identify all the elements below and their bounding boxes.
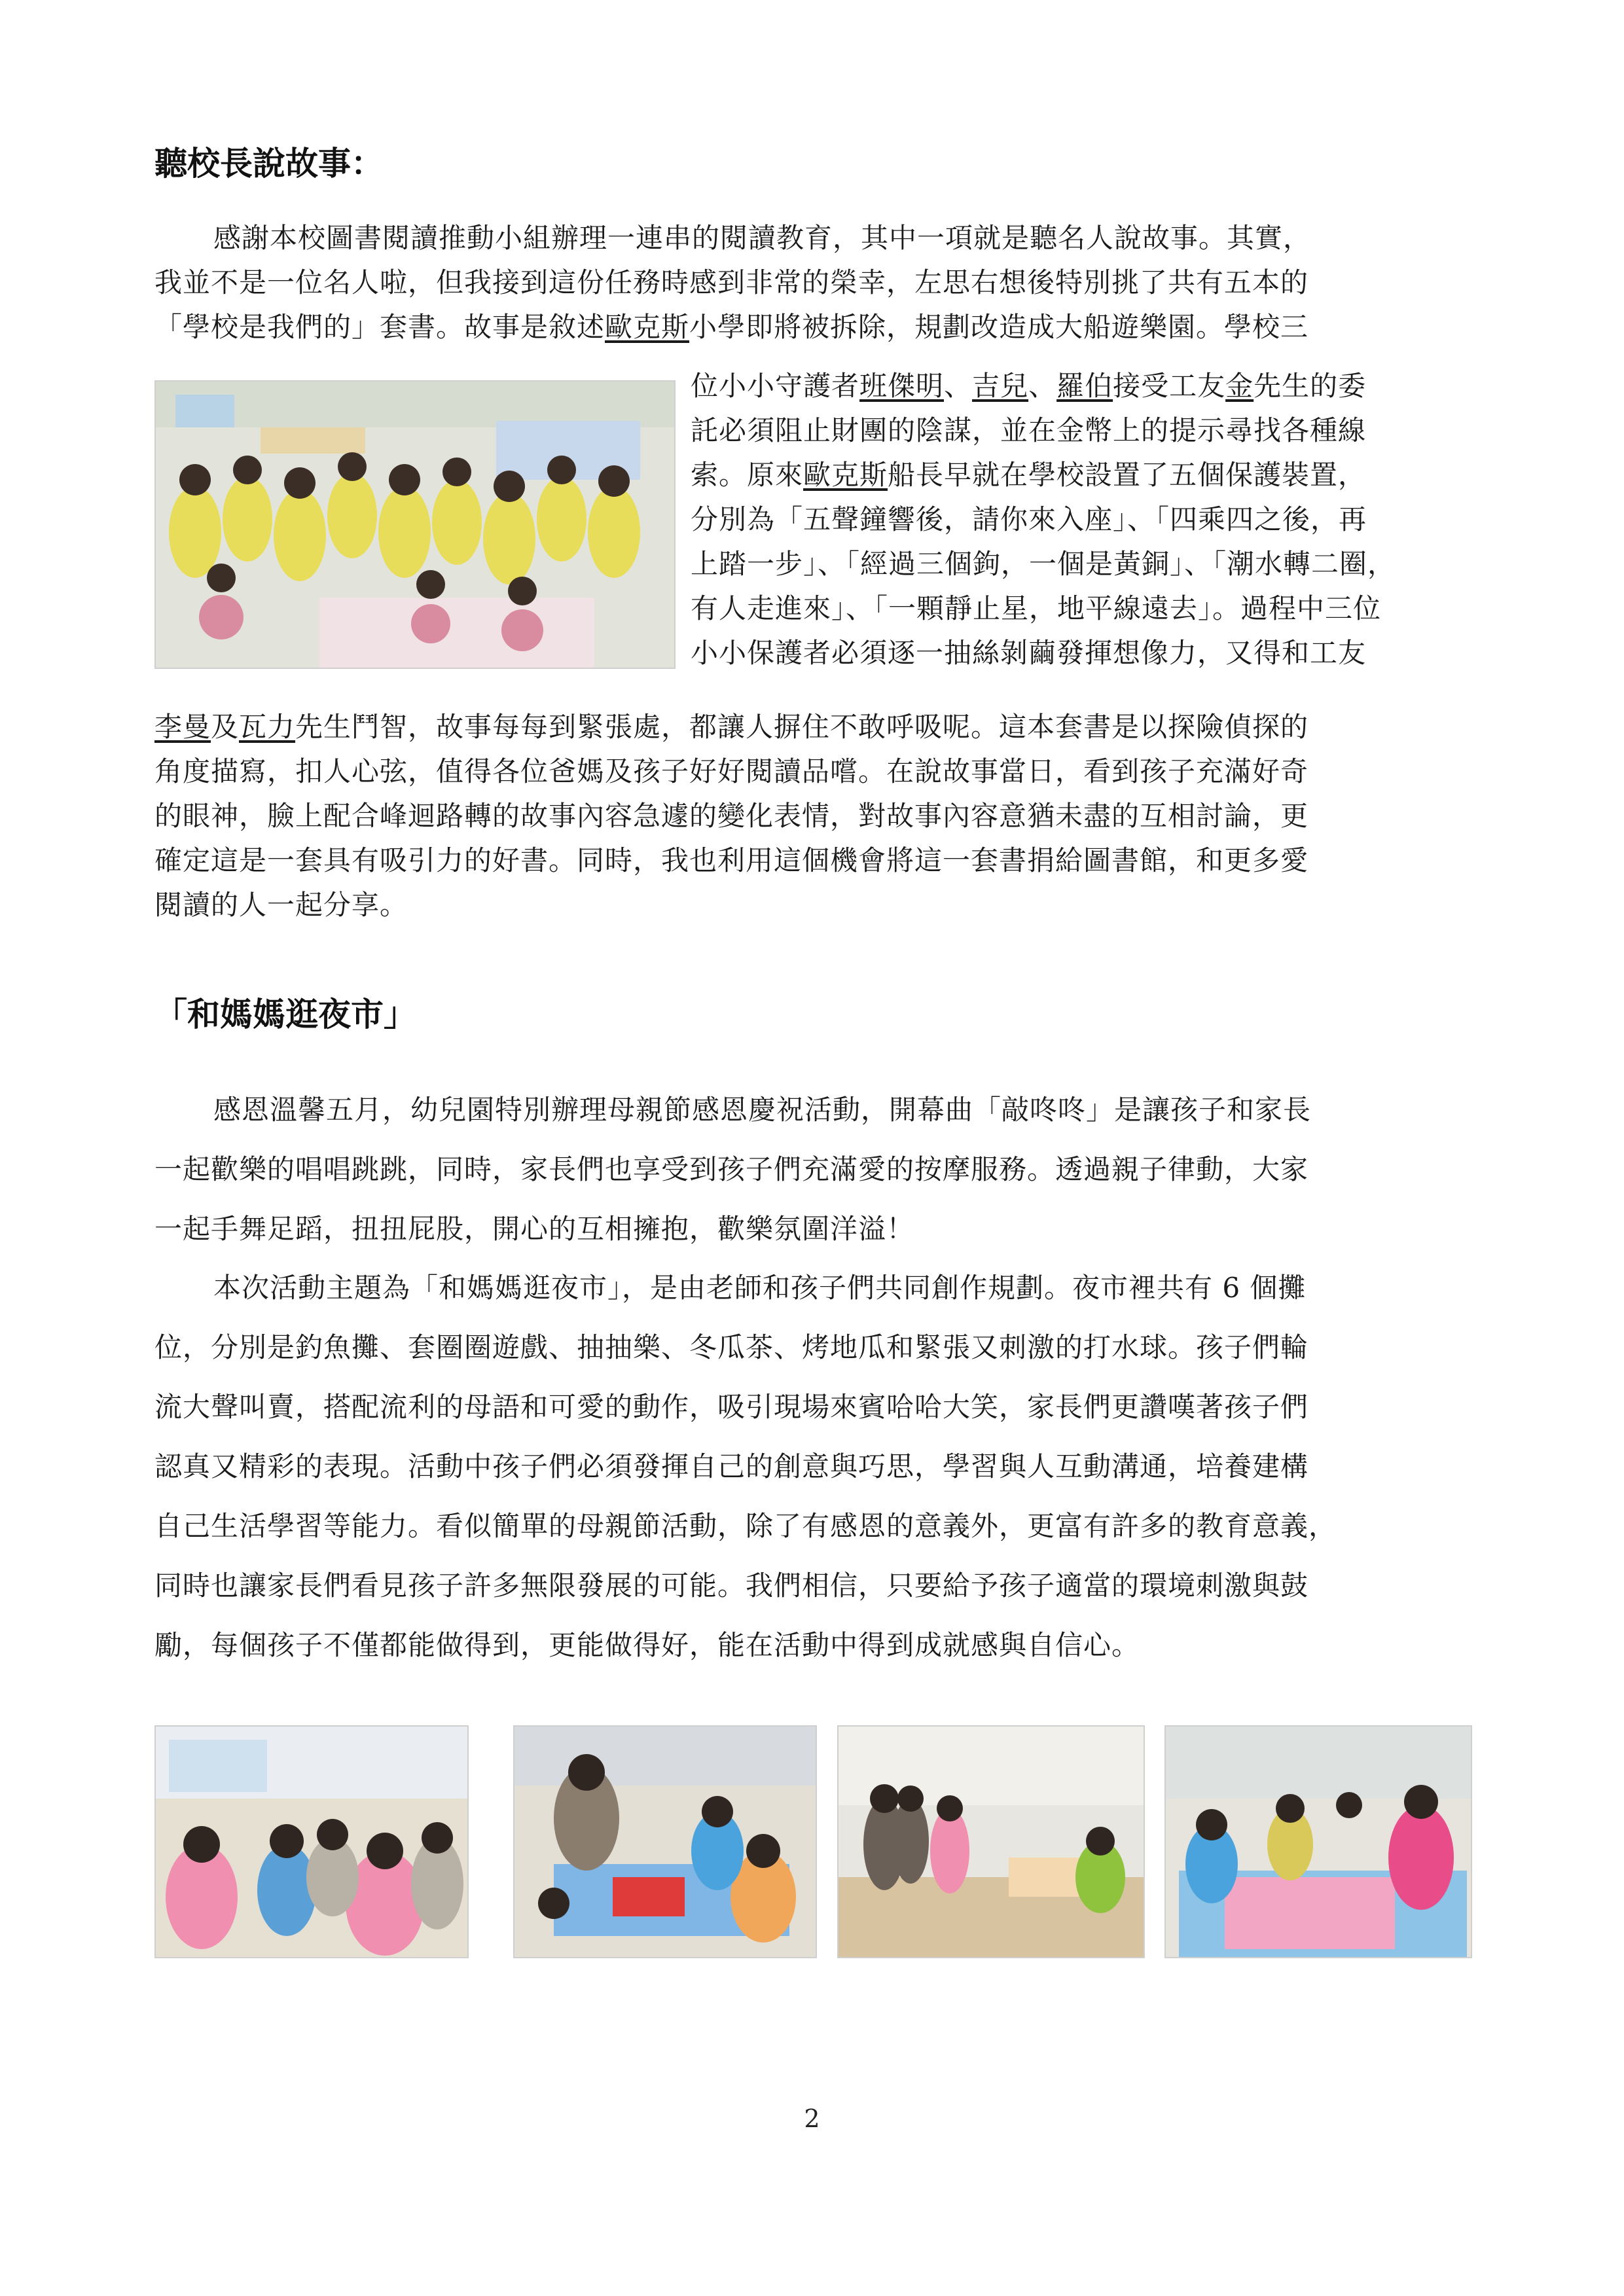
text-line: 我並不是一位名人啦，但我接到這份任務時感到非常的榮幸，左思右想後特別挑了共有五本的: [154, 266, 1309, 298]
story-paragraph-bottom: [154, 705, 1470, 927]
text-line: 角度描寫，扣人心弦，值得各位爸媽及孩子好好閱讀品嚐。在說故事當日，看到孩子充滿好奇: [154, 755, 1309, 787]
text-line: 閱讀的人一起分享。: [154, 889, 408, 921]
text-line: 位小小守護者班傑明、吉兒、羅伯接受工友金先生的委: [691, 370, 1367, 402]
proper-name: 瓦力: [239, 711, 296, 743]
proper-name: 歐克斯: [605, 311, 690, 343]
photo-mothers-day-3: [837, 1725, 1145, 1958]
text-line: 的眼神，臉上配合峰迴路轉的故事內容急遽的變化表情，對故事內容意猶未盡的互相討論，更: [154, 800, 1309, 832]
proper-name: 李曼: [154, 711, 211, 743]
photo-mothers-day-2: [513, 1725, 817, 1958]
text-line: 小小保護者必須逐一抽絲剝繭發揮想像力，又得和工友: [691, 637, 1367, 669]
text-line: 一起手舞足蹈，扭扭屁股，開心的互相擁抱，歡樂氛圍洋溢！: [154, 1213, 915, 1245]
story-paragraph-top: [154, 216, 1470, 350]
text-line: 本次活動主題為「和媽媽逛夜市」，是由老師和孩子們共同創作規劃。夜市裡共有 6 個攤: [213, 1272, 1307, 1304]
text-line: 「學校是我們的」套書。故事是敘述歐克斯小學即將被拆除，規劃改造成大船遊樂園。學校三: [154, 311, 1309, 343]
page-number: 2: [804, 2104, 820, 2133]
text-line: 感謝本校圖書閱讀推動小組辦理一連串的閱讀教育，其中一項就是聽名人說故事。其實，: [213, 222, 1312, 254]
night-market-paragraph-1: [154, 1080, 1470, 1259]
text-line: 確定這是一套具有吸引力的好書。同時，我也利用這個機會將這一套書捐給圖書館，和更多愛: [154, 844, 1309, 876]
text-line: 勵，每個孩子不僅都能做得到，更能做得好，能在活動中得到成就感與自信心。: [154, 1629, 1140, 1661]
text-line: 李曼及瓦力先生鬥智，故事每每到緊張處，都讓人摒住不敢呼吸呢。這本套書是以探險偵探的: [154, 711, 1309, 743]
text-line: 感恩溫馨五月，幼兒園特別辦理母親節感恩慶祝活動，開幕曲「敲咚咚」是讓孩子和家長: [213, 1094, 1312, 1126]
text-line: 託必須阻止財團的陰謀，並在金幣上的提示尋找各種線: [691, 414, 1367, 446]
section-title-story: 聽校長說故事：: [154, 145, 384, 183]
text-line: 一起歡樂的唱唱跳跳，同時，家長們也享受到孩子們充滿愛的按摩服務。透過親子律動，大家: [154, 1153, 1309, 1185]
text-line: 位，分別是釣魚攤、套圈圈遊戲、抽抽樂、冬瓜茶、烤地瓜和緊張又刺激的打水球。孩子們輪: [154, 1331, 1309, 1363]
photo-mothers-day-1: [154, 1725, 469, 1958]
text-line: 索。原來歐克斯船長早就在學校設置了五個保護裝置，: [691, 459, 1367, 491]
text-line: 上踏一步」、「經過三個鉤，一個是黃銅」、「潮水轉二圈，: [691, 548, 1396, 580]
text-line: 分別為「五聲鐘響後，請你來入座」、「四乘四之後，再: [691, 503, 1367, 535]
proper-name: 歐克斯: [803, 459, 888, 491]
text-line: 流大聲叫賣，搭配流利的母語和可愛的動作，吸引現場來賓哈哈大笑，家長們更讚嘆著孩子們: [154, 1391, 1309, 1423]
proper-name: 金: [1225, 370, 1254, 402]
night-market-paragraph-2: [154, 1258, 1470, 1675]
section-title-night-market: 「和媽媽逛夜市」: [154, 996, 416, 1033]
proper-name: 班傑明: [859, 370, 945, 402]
photo-mothers-day-4: [1164, 1725, 1472, 1958]
text-line: 認真又精彩的表現。活動中孩子們必須發揮自己的創意與巧思，學習與人互動溝通，培養建構: [154, 1450, 1309, 1482]
text-line: 自己生活學習等能力。看似簡單的母親節活動，除了有感恩的意義外，更富有許多的教育意義，: [154, 1510, 1337, 1542]
story-paragraph-side: [691, 364, 1470, 675]
proper-name: 羅伯: [1056, 370, 1113, 402]
text-line: 有人走進來」、「一顆靜止星，地平線遠去」。過程中三位: [691, 592, 1382, 624]
proper-name: 吉兒: [972, 370, 1029, 402]
photo-classroom-students: [154, 380, 676, 669]
text-line: 同時也讓家長們看見孩子許多無限發展的可能。我們相信，只要給予孩子適當的環境刺激與鼓: [154, 1570, 1309, 1602]
